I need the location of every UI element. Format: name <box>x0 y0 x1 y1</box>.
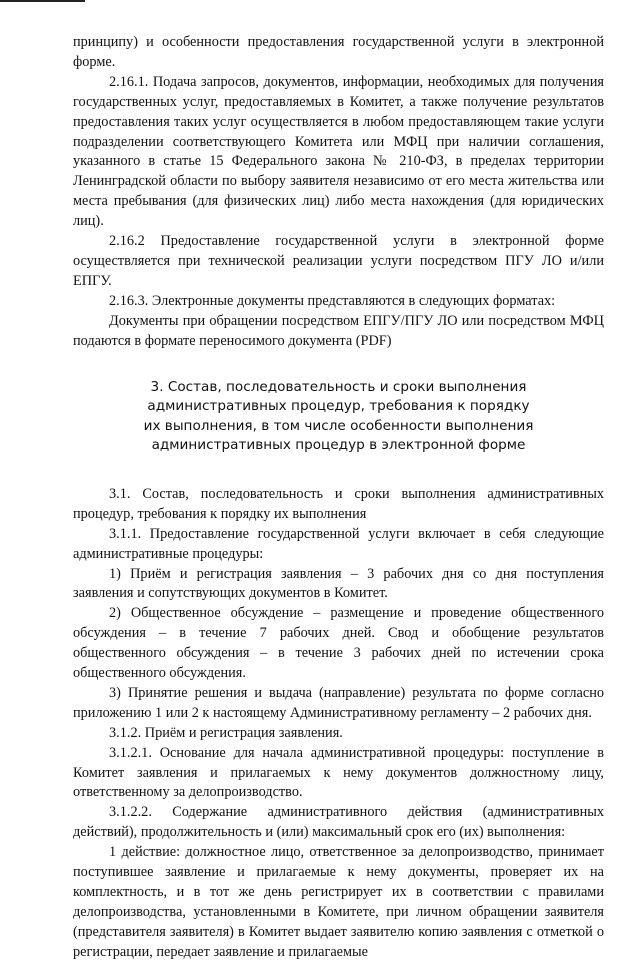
section-heading-line: административных процедур в электронной форме <box>151 437 526 454</box>
paragraph-3-1-1: 3.1.1. Предоставление государственной услуги включает в себя следующие административные процедуры: <box>73 525 604 562</box>
paragraph-action-1: 1 действие: должностное лицо, ответственное за делопроизводство, принимает поступившее заявление и прилагаемые к нему документы, проверяет их на комплектность, и в тот же день регистрирует их в соответствии с правилами делопроизводства, установленными в Комитете, при личном обращении заявителя (представителя заявителя) в Комитет выдает заявителю копию заявления с отметкой о регистрации, передает заявление и прилагаемые <box>73 844 604 960</box>
top-rule <box>0 0 85 2</box>
paragraph-2-16-3: 2.16.3. Электронные документы представляются в следующих форматах: <box>109 292 556 309</box>
section-heading-line: 3. Состав, последовательность и сроки выполнения <box>150 378 527 395</box>
paragraph-3-1-2-2: 3.1.2.2. Содержание административного действия (административных действий), продолжительность и (или) максимальный срок его (их) выполнения: <box>73 804 604 841</box>
paragraph-procedure-3: 3) Принятие решения и выдача (направление) результата по форме согласно приложению 1 или 2 к настоящему Административному регламенту – 2 рабочих дня. <box>73 684 604 721</box>
paragraph-3-1: 3.1. Состав, последовательность и сроки выполнения административных процедур, требования к порядку их выполнения <box>73 485 604 522</box>
section-3-heading <box>73 378 604 456</box>
paragraph-3-1-2-1: 3.1.2.1. Основание для начала административной процедуры: поступление в Комитет заявления и прилагаемых к нему документов должностному лицу, ответственному за делопроизводство. <box>73 744 604 801</box>
paragraph-continuation: принципу) и особенности предоставления государственной услуги в электронной форме. <box>73 34 604 70</box>
section-heading-line: их выполнения, в том числе особенности выполнения <box>143 417 534 434</box>
paragraph-3-1-2: 3.1.2. Приём и регистрация заявления. <box>109 724 343 741</box>
paragraph-procedure-1: 1) Приём и регистрация заявления – 3 рабочих дня со дня поступления заявления и сопутствующих документов в Комитет. <box>73 565 604 602</box>
paragraph-2-16-2: 2.16.2 Предоставление государственной услуги в электронной форме осуществляется при технической реализации услуги посредством ПГУ ЛО и/или ЕПГУ. <box>73 233 604 289</box>
section-heading-line: административных процедур, требования к порядку <box>147 398 530 415</box>
paragraph-formats: Документы при обращении посредством ЕПГУ/ПГУ ЛО или посредством МФЦ подаются в формате переносимого документа (PDF) <box>73 312 604 349</box>
paragraph-procedure-2: 2) Общественное обсуждение – размещение и проведение общественного обсуждения – в течение 7 рабочих дней. Свод и обобщение результатов общественного обсуждения – в течение 3 рабочих дней по истечении срока общественного обсуждения. <box>73 605 604 682</box>
paragraph-2-16-1: 2.16.1. Подача запросов, документов, информации, необходимых для получения государственных услуг, предоставляемых в Комитет, а также получение результатов предоставления таких услуг осуществляется в любом предоставляющем такие услуги подразделении соответствующего Комитета или МФЦ при наличии соглашения, указанного в статье 15 Федерального закона № 210-ФЗ, в пределах территории Ленинградской области по выбору заявителя независимо от его места жительства или места пребывания (для физических лиц) либо места нахождения (для юридических лиц). <box>73 73 604 230</box>
